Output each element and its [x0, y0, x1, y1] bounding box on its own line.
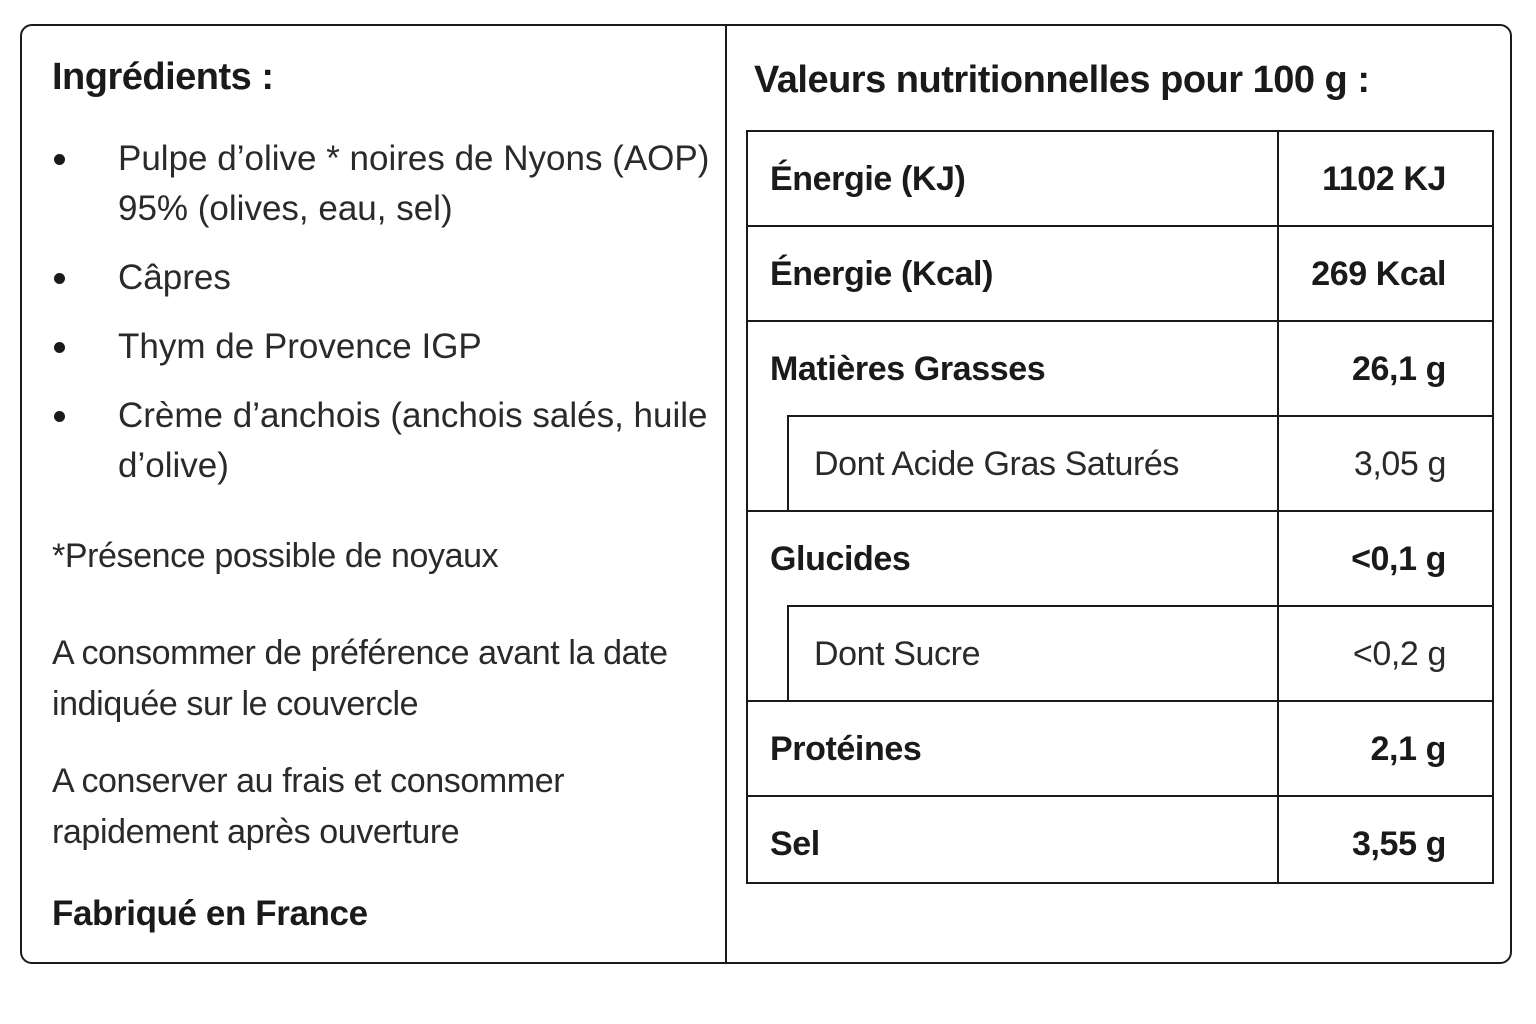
nutrient-label: Énergie (KJ) — [770, 160, 966, 198]
nutrient-value: 1102 KJ — [1322, 160, 1446, 198]
ingredient-text: Câpres — [118, 258, 231, 297]
ingredient-item — [52, 134, 712, 234]
nutrient-value: 269 Kcal — [1311, 255, 1446, 293]
nutrient-label: Sel — [770, 825, 820, 863]
pit-footnote: *Présence possible de noyaux — [52, 537, 499, 575]
nutrient-value: <0,2 g — [1352, 635, 1446, 673]
nutrition-row-fat — [748, 322, 1492, 416]
cell-divider — [1277, 322, 1279, 416]
bullet-icon — [54, 411, 65, 422]
ingredients-list — [52, 134, 712, 510]
storage-note: A conserver au frais et consommer rapidement après ouverture — [52, 762, 565, 851]
cell-divider — [1277, 797, 1279, 882]
bullet-icon — [54, 273, 65, 284]
nutrient-label: Énergie (Kcal) — [770, 255, 994, 293]
indent-divider — [787, 417, 789, 511]
bullet-icon — [54, 154, 65, 165]
nutrient-label: Matières Grasses — [770, 350, 1046, 388]
nutrient-value: <0,1 g — [1351, 540, 1446, 578]
ingredient-text: Crème d’anchois (anchois salés, huile d’olive) — [118, 396, 708, 485]
nutrient-value: 3,05 g — [1353, 445, 1446, 483]
indent-divider — [787, 607, 789, 701]
nutrient-value: 26,1 g — [1352, 350, 1446, 388]
cell-divider — [1277, 607, 1279, 701]
nutrient-value: 3,55 g — [1352, 825, 1446, 863]
nutrition-row-salt — [748, 797, 1492, 882]
nutrient-label: Dont Acide Gras Saturés — [814, 445, 1179, 483]
cell-divider — [1277, 227, 1279, 321]
nutrition-title: Valeurs nutritionnelles pour 100 g : — [754, 59, 1370, 101]
bullet-icon — [54, 342, 65, 353]
nutrition-row-protein — [748, 702, 1492, 796]
cell-divider — [1277, 417, 1279, 511]
nutrition-row-saturated-fat — [748, 417, 1492, 511]
nutrient-label: Protéines — [770, 730, 922, 768]
cell-divider — [1277, 132, 1279, 226]
ingredient-text: Thym de Provence IGP — [118, 327, 482, 366]
nutrition-row-sugar — [748, 607, 1492, 701]
cell-divider — [1277, 702, 1279, 796]
product-label-card — [20, 24, 1512, 964]
column-divider — [725, 26, 727, 962]
ingredient-text: Pulpe d’olive * noires de Nyons (AOP) 95% (olives, eau, sel) — [118, 139, 710, 228]
nutrient-label: Dont Sucre — [814, 635, 981, 673]
nutrition-table — [746, 130, 1494, 884]
ingredient-item — [52, 322, 712, 372]
nutrient-value: 2,1 g — [1370, 730, 1446, 768]
nutrition-row-energy-kcal — [748, 227, 1492, 321]
ingredients-heading: Ingrédients : — [52, 56, 274, 98]
ingredient-item — [52, 391, 712, 491]
ingredient-item — [52, 253, 712, 303]
nutrition-row-energy-kj — [748, 132, 1492, 226]
nutrition-row-carbs — [748, 512, 1492, 606]
best-before-note: A consommer de préférence avant la date indiquée sur le couvercle — [52, 634, 668, 723]
cell-divider — [1277, 512, 1279, 606]
origin-label: Fabriqué en France — [52, 894, 368, 933]
nutrient-label: Glucides — [770, 540, 911, 578]
